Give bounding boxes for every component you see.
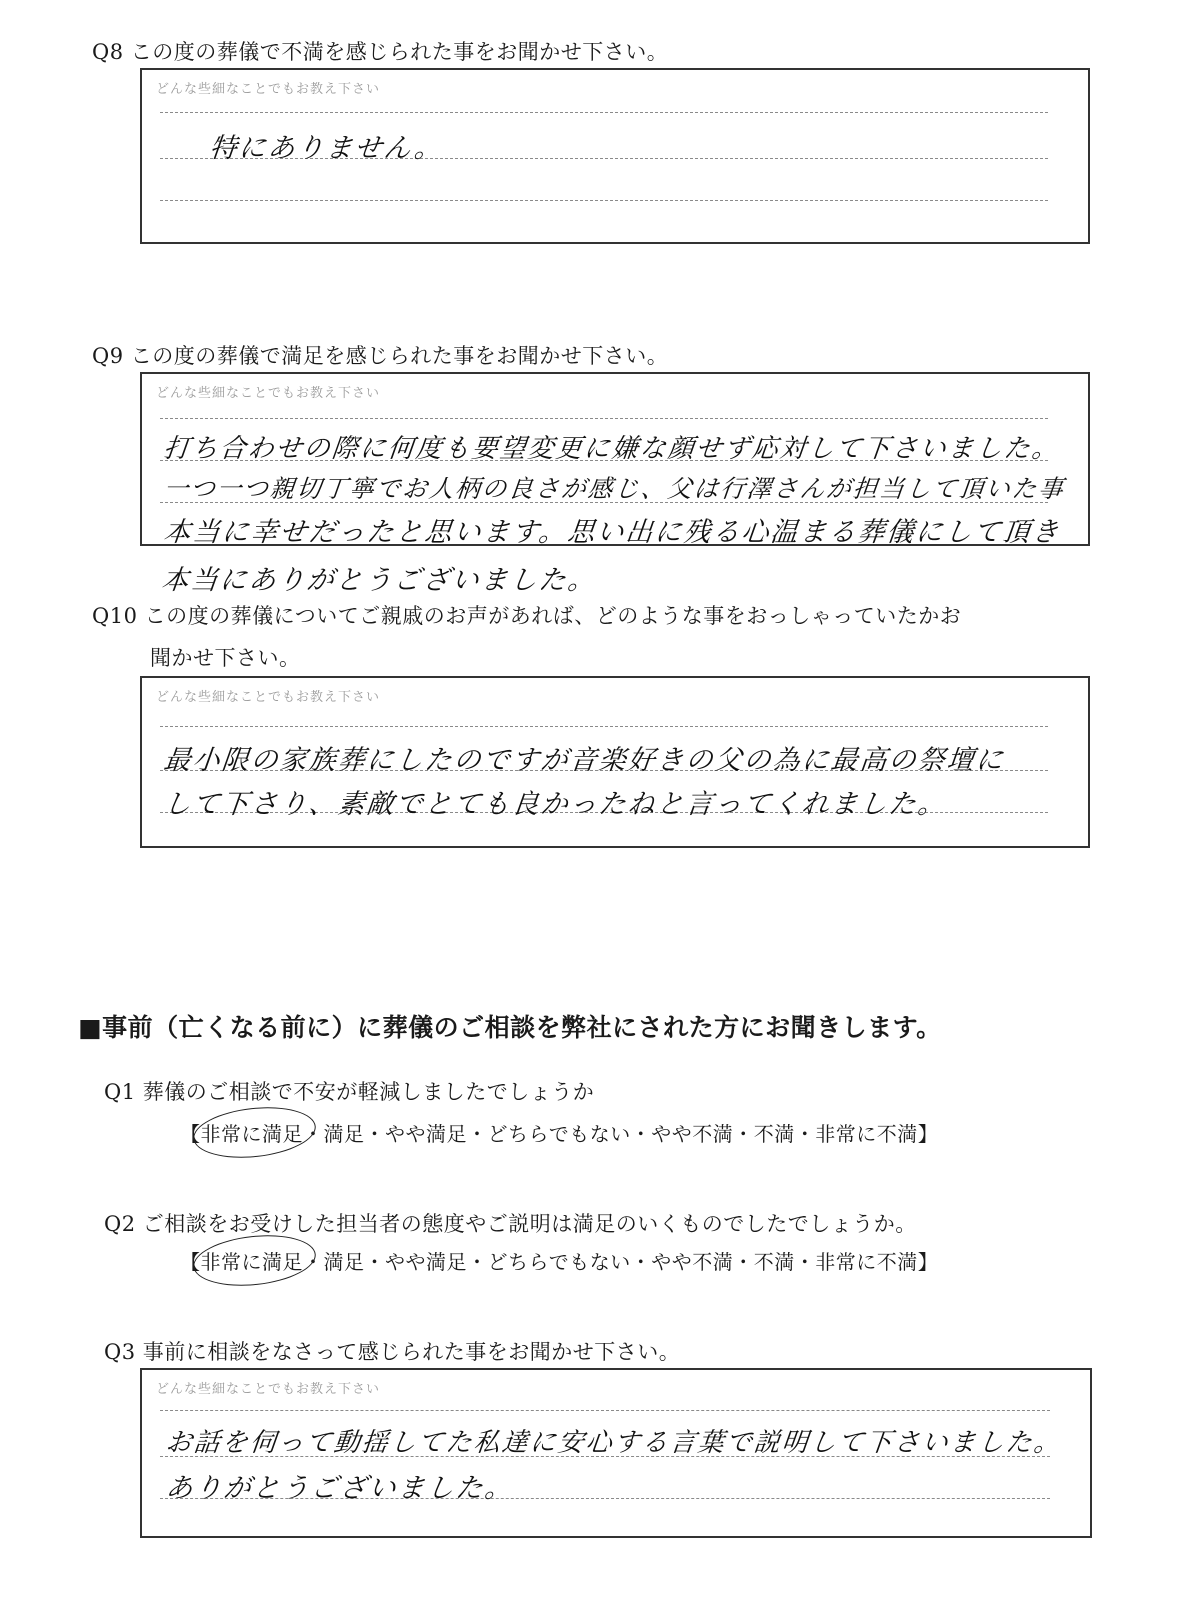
q8-question: Q8 この度の葬儀で不満を感じられた事をお聞かせ下さい。	[92, 40, 669, 64]
section-title: ■事前（亡くなる前に）に葬儀のご相談を弊社にされた方にお聞きします。	[78, 1013, 942, 1042]
pre-q1-selected-option	[201, 1118, 304, 1147]
selected-option-label: 非常に満足	[200, 1250, 303, 1274]
pre-q3-question: Q3 事前に相談をなさって感じられた事をお聞かせ下さい。	[104, 1340, 681, 1364]
q10-handwritten-answer-line: 最小限の家族葬にしたのですが音楽好きの父の為に最高の祭壇に	[162, 745, 1007, 776]
q10-question-continued: 聞かせ下さい。	[150, 646, 301, 670]
pre-q2-rating-scale	[180, 1246, 938, 1275]
q8-hint: どんな些細なことでもお教え下さい	[156, 82, 381, 97]
q9-answer-box	[140, 372, 1090, 546]
answer-line	[160, 1410, 1050, 1411]
pre-q2-selected-option	[201, 1246, 304, 1275]
scale-bracket: 【	[180, 1122, 201, 1146]
answer-line	[160, 200, 1048, 201]
scale-bracket: 【	[180, 1250, 201, 1274]
hand-drawn-circle	[190, 1102, 317, 1164]
hand-drawn-circle	[190, 1230, 317, 1292]
q9-handwritten-answer-line: 本当にありがとうございました。	[160, 565, 599, 596]
q9-question: Q9 この度の葬儀で満足を感じられた事をお聞かせ下さい。	[92, 344, 669, 368]
answer-line	[160, 726, 1048, 727]
q10-hint: どんな些細なことでもお教え下さい	[156, 690, 381, 705]
q9-handwritten-answer-line: 本当に幸せだったと思います。思い出に残る心温まる葬儀にして頂き	[162, 517, 1063, 548]
q9-hint: どんな些細なことでもお教え下さい	[156, 386, 381, 401]
pre-q3-answer-box	[140, 1368, 1092, 1538]
q10-handwritten-answer-line: して下さり、素敵でとても良かったねと言ってくれました。	[162, 789, 949, 820]
pre-q3-hint: どんな些細なことでもお教え下さい	[156, 1382, 381, 1397]
q10-answer-box	[140, 676, 1090, 848]
pre-q3-handwritten-answer-line: お話を伺って動揺してた私達に安心する言葉で説明して下さいました。	[164, 1428, 1064, 1458]
pre-q2-question: Q2 ご相談をお受けした担当者の態度やご説明は満足のいくものでしたでしょうか。	[104, 1212, 917, 1236]
pre-q3-handwritten-answer-line: ありがとうございました。	[164, 1473, 516, 1504]
scale-other-options: ・満足・やや満足・どちらでもない・やや不満・不満・非常に不満】	[303, 1122, 939, 1146]
q10-question: Q10 この度の葬儀についてご親戚のお声があれば、どのような事をおっしゃっていたかお	[92, 604, 962, 628]
q9-handwritten-answer-line: 一つ一つ親切丁寧でお人柄の良さが感じ、父は行澤さんが担当して頂いた事	[162, 474, 1067, 503]
answer-line	[160, 112, 1048, 113]
pre-q1-rating-scale	[180, 1118, 938, 1147]
scale-other-options: ・満足・やや満足・どちらでもない・やや不満・不満・非常に不満】	[303, 1250, 939, 1274]
selected-option-label: 非常に満足	[200, 1122, 303, 1146]
q8-answer-box	[140, 68, 1090, 244]
pre-q1-question: Q1 葬儀のご相談で不安が軽減しましたでしょうか	[104, 1080, 595, 1104]
answer-line	[160, 418, 1048, 419]
q9-handwritten-answer-line: 打ち合わせの際に何度も要望変更に嫌な顔せず応対して下さいました。	[162, 434, 1062, 464]
q8-handwritten-answer-line: 特にありません。	[208, 133, 445, 164]
